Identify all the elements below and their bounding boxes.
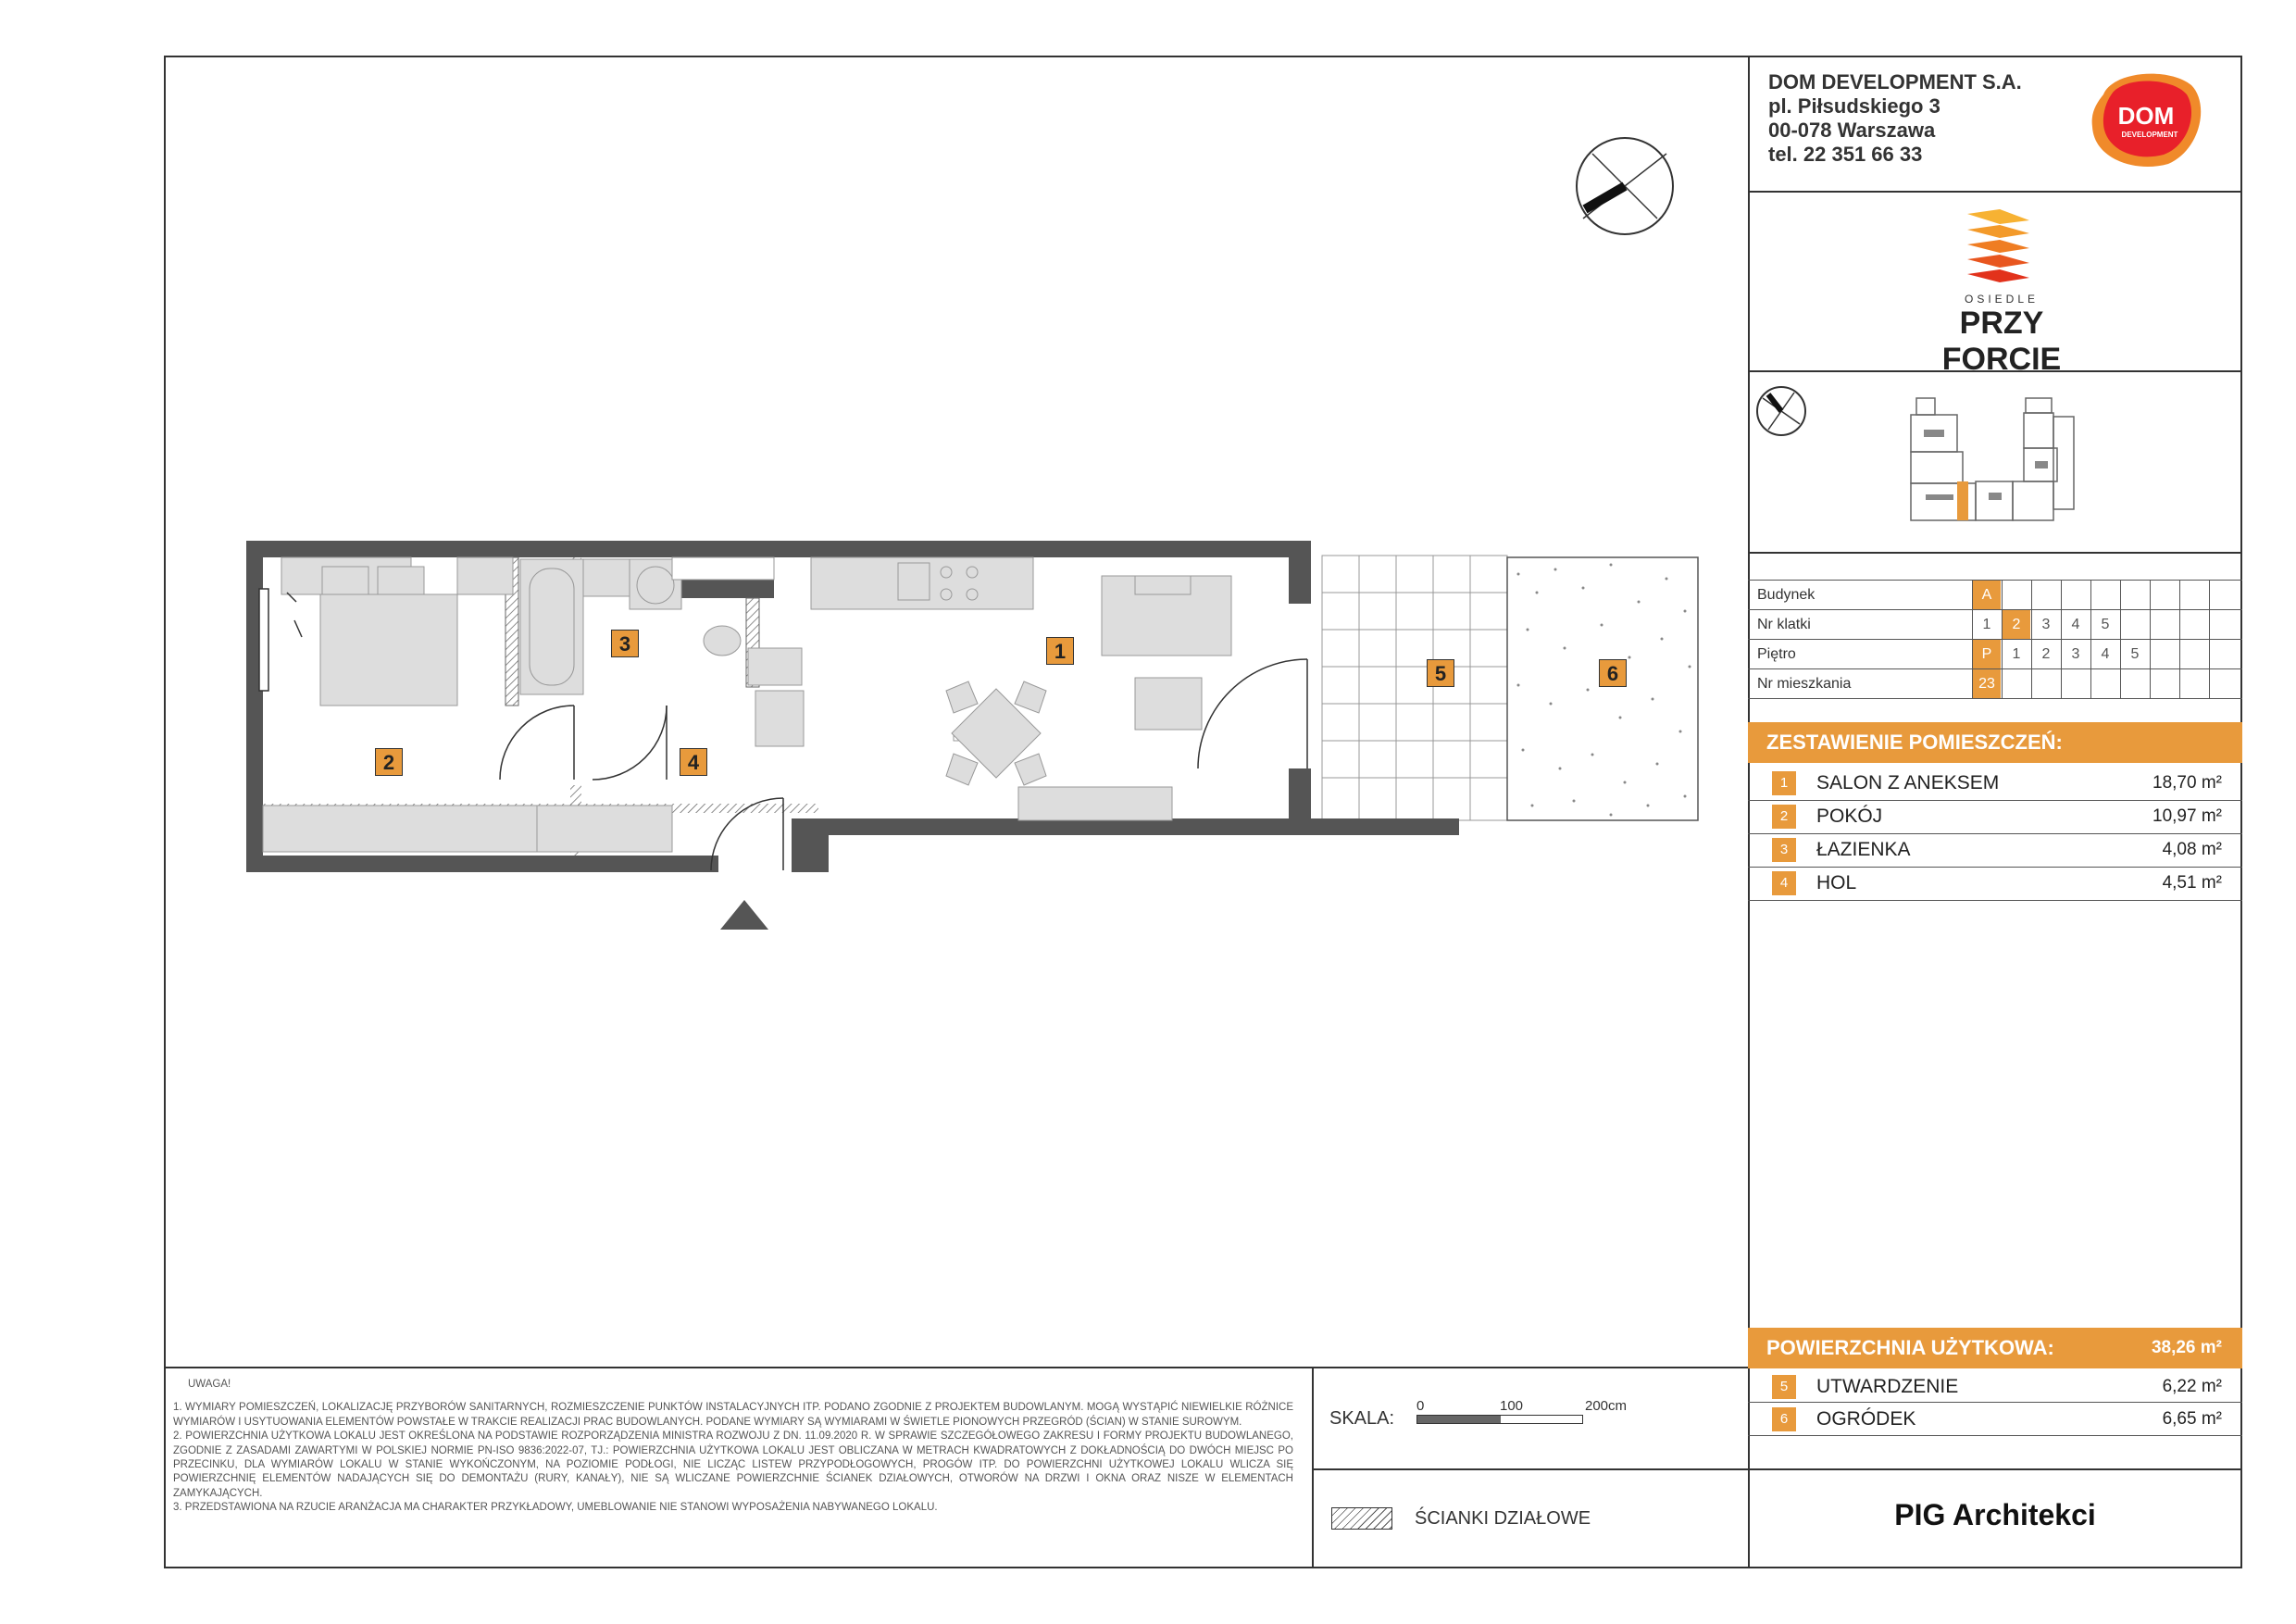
divider	[2120, 580, 2121, 698]
scale-tick: 0	[1416, 1398, 1425, 1414]
staircase-value: 3	[2041, 617, 2051, 632]
floor-label: Piętro	[1757, 646, 1796, 662]
divider	[2150, 580, 2151, 698]
divider	[1748, 833, 2242, 834]
building-label: Budynek	[1757, 587, 1816, 603]
room-area: 10,97 m²	[2152, 806, 2222, 826]
room-number: 3	[1772, 838, 1796, 862]
scale-tick: 100	[1500, 1398, 1524, 1414]
staircase-value: 4	[2071, 617, 2080, 632]
note-item: 3. PRZEDSTAWIONA NA RZUCIE ARANŻACJA MA CHARAKTER PRZYKŁADOWY, UMEBLOWANIE NIE STANOWI WYPOSAŻENIA NABYWANEGO LOKALU.	[173, 1502, 938, 1514]
project-logo-small: OSIEDLE	[1964, 293, 2040, 306]
divider	[1748, 552, 2242, 554]
floor-value: 2	[2041, 646, 2051, 662]
note-item: 2. POWIERZCHNIA UŻYTKOWA LOKALU JEST OKREŚLONA NA PODSTAWIE ROZPORZĄDZENIA MINISTRA ROZWOJU Z DN. 11.09.2020 R. W SPRAWIE SZCZEGÓŁOWEGO ZAKRESU I FORMY PROJEKTU BUDOWLANEGO, ZGODNIE Z ZASADAMI ZAWARTYMI W POLSKIEJ NORMIE PN-ISO 9836:2022-07, TJ.: POWIERZCHNIA UŻYTKOWA LOKALU JEST OBLICZANA W METRACH KWADRATOWYCH Z DOKŁADNOŚCIĄ DO DWÓCH MIEJSC PO PRZECINKU, DLA WYMIARÓW LOKALU W STANIE WYKOŃCZONYM, NA POZIOMIE PODŁOGI, NIE LICZĄC LISTEW PRZYPODŁOGOWYCH, PROGÓW ITP. DO POWIERZCHNI UŻYTKOWEJ LOKALU WLICZA SIĘ POWIERZCHNIĘ ELEMENTÓW NADAJĄCYCH SIĘ DO DEMONTAŻU (RURY, KANAŁY), NIE SĄ WLICZANE POWIERZCHNIE ŚCIANEK DZIAŁOWYCH, OTWORÓW NA DRZWI I OKNA ORAZ NISZE W ELEMENTACH ZAMYKAJĄCYCH.	[173, 1430, 1293, 1499]
divider	[2002, 580, 2003, 698]
extra-area: 6,65 m²	[2162, 1409, 2222, 1429]
divider	[1748, 1435, 2242, 1436]
scale-tick: 200cm	[1585, 1398, 1628, 1414]
extra-number: 5	[1772, 1375, 1796, 1399]
divider	[2031, 580, 2032, 698]
divider	[2179, 580, 2180, 698]
staircase-value: 2	[2003, 610, 2030, 639]
room-name: HOL	[1816, 872, 1857, 893]
project-logo-big: PRZY FORCIE	[1941, 306, 2062, 377]
notes	[173, 1378, 1293, 1516]
note-item: 1. WYMIARY POMIESZCZEŃ, LOKALIZACJĘ PRZYBORÓW SANITARNYCH, ROZMIESZCZENIE PUNKTÓW INSTALACYJNYCH ITP. PODANO ZGODNIE Z PROJEKTEM BUDOWLANYM. MOGĄ WYSTĄPIĆ NIEWIELKIE RÓŻNICE WYMIARÓW I USYTUOWANIA ELEMENTÓW POWSTAŁE W TRAKCIE REALIZACJI PRAC BUDOWLANYCH. PODANE WYMIARY SĄ WYMIARAMI W ŚWIETLE PIONOWYCH PRZEGRÓD (ŚCIAN) W STANIE SUROWYM.	[173, 1402, 1293, 1428]
company-address-2: 00-078 Warszawa	[1768, 119, 1936, 142]
dom-development-logo	[2085, 67, 2207, 170]
plan-label-ogrodek: 6	[1599, 659, 1627, 687]
divider	[164, 1367, 1748, 1368]
room-name: POKÓJ	[1816, 806, 1883, 827]
divider	[1748, 698, 2242, 699]
company-address-1: pl. Piłsudskiego 3	[1768, 94, 1940, 118]
room-name: SALON Z ANEKSEM	[1816, 772, 2000, 793]
divider	[2209, 580, 2210, 698]
extra-area: 6,22 m²	[2162, 1377, 2222, 1396]
przy-forcie-logo	[1963, 209, 2037, 285]
room-number: 4	[1772, 871, 1796, 895]
floor-plan	[241, 537, 1703, 935]
floor-value: 3	[2071, 646, 2080, 662]
building-key-plan	[1905, 393, 2081, 532]
floor-value: 1	[2012, 646, 2021, 662]
room-area: 4,51 m²	[2162, 873, 2222, 893]
logo-main-text: DOM	[2117, 102, 2175, 130]
room-number: 1	[1772, 771, 1796, 795]
plan-label-salon: 1	[1046, 637, 1074, 665]
extra-number: 6	[1772, 1407, 1796, 1431]
extra-name: OGRÓDEK	[1816, 1408, 1916, 1430]
apartment-no-value: 23	[1973, 669, 2001, 698]
divider	[1748, 867, 2242, 868]
plan-label-pokoj: 2	[375, 748, 403, 776]
partition-wall-swatch	[1331, 1507, 1392, 1530]
divider	[1748, 1468, 2242, 1470]
room-area: 4,08 m²	[2162, 840, 2222, 859]
room-number: 2	[1772, 805, 1796, 829]
divider	[2061, 580, 2062, 698]
floor-value: P	[1973, 640, 2001, 668]
plan-label-utwardzenie: 5	[1427, 659, 1454, 687]
key-plan-compass	[1755, 385, 1807, 442]
extra-name: UTWARDZENIE	[1816, 1376, 1959, 1397]
company-info	[1768, 70, 2022, 167]
divider	[1312, 1468, 1748, 1470]
staircase-value: 1	[1982, 617, 1991, 632]
building-value: A	[1973, 581, 2001, 609]
scale-bar	[1416, 1415, 1583, 1424]
company-phone: tel. 22 351 66 33	[1768, 143, 1923, 166]
notes-title: UWAGA!	[188, 1379, 231, 1390]
floor-value: 4	[2101, 646, 2110, 662]
usable-area-bar	[1748, 1328, 2242, 1368]
usable-area-label: POWIERZCHNIA UŻYTKOWA:	[1766, 1336, 2054, 1359]
divider	[1748, 900, 2242, 901]
company-name: DOM DEVELOPMENT S.A.	[1768, 70, 2022, 94]
logo-sub-text: DEVELOPMENT	[2121, 131, 2178, 139]
plan-label-lazienka: 3	[611, 630, 639, 657]
divider	[1748, 191, 2242, 193]
staircase-value: 5	[2101, 617, 2110, 632]
divider	[1748, 1402, 2242, 1403]
north-compass	[1574, 135, 1676, 242]
room-area: 18,70 m²	[2152, 773, 2222, 793]
legend-partition-walls: ŚCIANKI DZIAŁOWE	[1415, 1508, 1591, 1529]
staircase-label: Nr klatki	[1757, 617, 1811, 632]
divider	[1312, 1367, 1314, 1568]
divider	[1748, 800, 2242, 801]
architect-name: PIG Architekci	[1894, 1498, 2096, 1531]
floor-value: 5	[2130, 646, 2140, 662]
rooms-heading: ZESTAWIENIE POMIESZCZEŃ:	[1748, 722, 2242, 763]
divider	[2090, 580, 2091, 698]
scale-label: SKALA:	[1329, 1408, 1395, 1429]
apartment-no-label: Nr mieszkania	[1757, 676, 1852, 692]
usable-area-value: 38,26 m²	[2151, 1338, 2222, 1357]
plan-label-hol: 4	[680, 748, 707, 776]
room-name: ŁAZIENKA	[1816, 839, 1911, 860]
